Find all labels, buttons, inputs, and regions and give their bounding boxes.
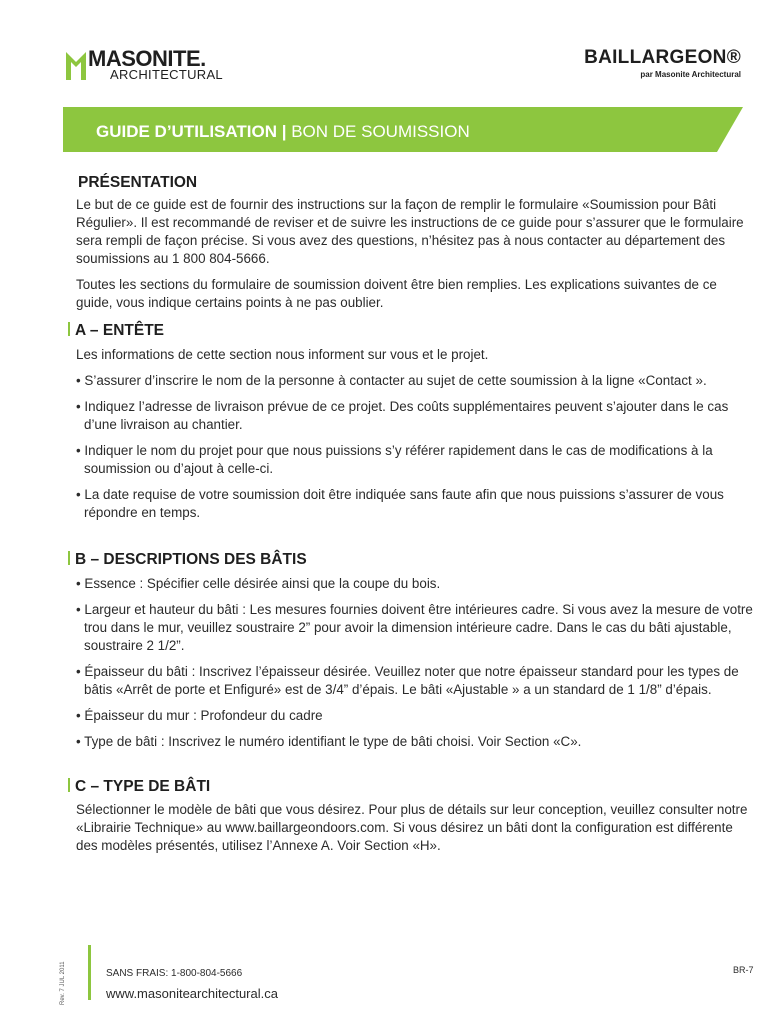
section-c-heading-text: C – TYPE DE BÂTI [75,778,211,795]
section-marker [68,322,70,336]
presentation-heading: PRÉSENTATION [78,174,198,191]
banner-title [96,122,470,142]
banner-title-bold: GUIDE D’UTILISATION | [96,122,287,141]
section-c-heading [68,778,210,796]
section-a-bullet: • La date requise de votre soumission doit être indiquée sans faute afin que nous puissions s’assurer de vous répondre en temps. [76,487,724,520]
page-number: BR-7 [733,965,754,975]
section-a-intro: Les informations de cette section nous informent sur vous et le projet. [76,347,489,362]
section-b-bullet: • Épaisseur du bâti : Inscrivez l’épaisseur désirée. Veuillez noter que notre épaisseur standard pour les types de bâtis «Arrêt de porte et Enfiguré» est de 3/4” d’épais. Le bâti «Ajustable » a un standard de 1 1/8” d’épais. [76,664,739,697]
section-a-bullet: • Indiquer le nom du projet pour que nous puissions s’y référer rapidement dans le cas de modifications à la soumission ou d’ajout à celle-ci. [76,443,713,476]
footer-website-link[interactable]: www.masonitearchitectural.ca [106,986,278,1001]
footer-divider [88,945,91,1000]
section-a-bullet: • Indiquez l’adresse de livraison prévue de ce projet. Des coûts supplémentaires peuvent s’ajouter dans le cas d’une livraison au chantier. [76,399,729,432]
section-b-bullet: • Essence : Spécifier celle désirée ainsi que la coupe du bois. [76,576,441,591]
section-a-body [76,346,756,522]
masonite-logo-mark [66,48,86,80]
section-b-bullet: • Largeur et hauteur du bâti : Les mesures fournies doivent être intérieures cadre. Si vous avez la mesure de votre trou dans le mur, veuillez soustraire 2” pour avoir la dimension intérieure cadre. Dans le cas du bâti ajustable, soustraire 2 1/2”. [76,602,753,653]
section-c-body [76,801,756,855]
section-a-bullet: • S’assurer d’inscrire le nom de la personne à contacter au sujet de cette soumission à la ligne «Contact ». [76,373,707,388]
presentation-paragraph-1: Le but de ce guide est de fournir des instructions sur la façon de remplir le formulaire «Soumission pour Bâti Régulier». Il est recommandé de reviser et de suivre les instructions de ce guide pour s’assurer que le formulaire sera rempli de façon précise. Si vous avez des questions, n’hésitez pas à nous contacter au département des soumissions au 1 800 804-5666. [76,197,744,266]
footer-phone: SANS FRAIS: 1-800-804-5666 [106,968,243,979]
section-marker [68,778,70,792]
section-b-heading-text: B – DESCRIPTIONS DES BÂTIS [75,551,307,568]
banner-title-light: BON DE SOUMISSION [286,122,470,141]
baillargeon-logo-subtitle: par Masonite Architectural [640,70,741,79]
section-b-bullet: • Type de bâti : Inscrivez le numéro identifiant le type de bâti choisi. Voir Section «C». [76,734,582,749]
baillargeon-logo-name: BAILLARGEON® [584,47,741,68]
section-b-body [76,575,756,751]
section-a-heading-text: A – ENTÊTE [75,322,164,339]
section-c-paragraph: Sélectionner le modèle de bâti que vous désirez. Pour plus de détails sur leur conception, veuillez consulter notre «Librairie Technique» au www.baillargeondoors.com. Si vous désirez un bâti dont la configuration est différente des modèles présentés, utilisez l’Annexe A. Voir Section «H». [76,802,748,853]
masonite-logo-name: MASONITE. [88,46,206,71]
masonite-logo-subtitle: ARCHITECTURAL [110,67,223,82]
presentation-paragraph-2: Toutes les sections du formulaire de soumission doivent être bien remplies. Les explications suivantes de ce guide, vous indique certains points à ne pas oublier. [76,277,717,310]
presentation-body [76,196,756,312]
revision-date: Rev. 7 JUL 2011 [60,961,66,1005]
section-b-bullet: • Épaisseur du mur : Profondeur du cadre [76,708,323,723]
section-a-heading [68,322,164,340]
section-b-heading [68,551,307,569]
section-marker [68,551,70,565]
